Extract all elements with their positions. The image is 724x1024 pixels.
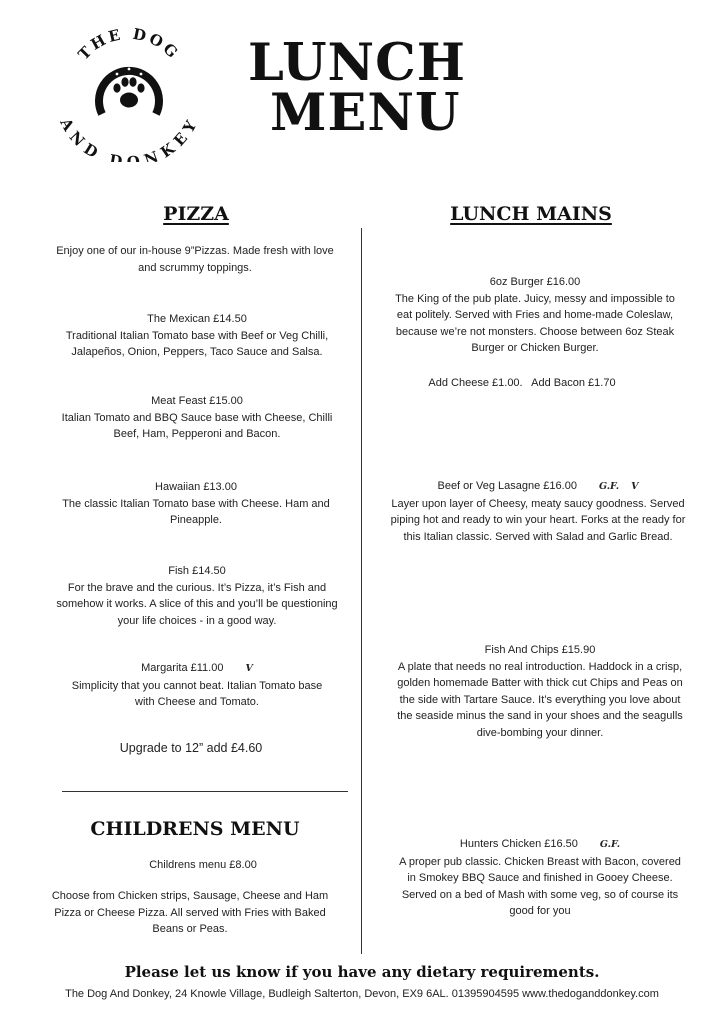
item-name-row <box>62 660 332 678</box>
item-name: Beef or Veg Lasagne £16.00 <box>437 480 577 492</box>
item-desc: Layer upon layer of Cheesy, meaty saucy goodness. Served piping hot and ready to win your heart. Forks at the ready for this Italian classic. Served with Salad and Garlic Bread. <box>390 497 686 543</box>
item-name: Hunters Chicken £16.50 <box>459 838 578 850</box>
item-name: The Mexican £14.50 <box>147 313 247 325</box>
column-divider <box>361 228 362 954</box>
logo-bottom-text: AND DONKEY <box>56 115 202 162</box>
upgrade-note <box>56 740 326 757</box>
item-name: Meat Feast £15.00 <box>151 395 243 407</box>
paw-horseshoe-icon <box>56 22 202 162</box>
childrens-desc <box>40 888 340 938</box>
title-line-1: LUNCH <box>248 33 466 93</box>
lunch-mains-heading: LUNCH MAINS <box>450 203 612 225</box>
footer-address: The Dog And Donkey, 24 Knowle Village, Budleigh Salterton, Devon, EX9 6AL. 01395904595 www.thedoganddonkey.com <box>65 988 659 1000</box>
menu-item <box>52 311 342 361</box>
title-line-2: MENU <box>270 83 461 143</box>
item-desc: Simplicity that you cannot beat. Italian Tomato base with Cheese and Tomato. <box>71 679 323 708</box>
addons-note <box>390 375 654 392</box>
childrens-price <box>56 857 350 874</box>
menu-item <box>50 393 344 443</box>
item-desc: The King of the pub plate. Juicy, messy and impossible to eat politely. Served with Fries and home-made Coleslaw, because we’re not monsters. Choose between 6oz Steak Burger or Chicken Burger. <box>395 292 675 354</box>
menu-item <box>56 479 336 529</box>
item-name-row <box>395 836 685 854</box>
menu-item <box>390 274 680 357</box>
item-name: Margarita £11.00 <box>141 662 224 674</box>
childrens-price-text: Childrens menu £8.00 <box>149 859 257 871</box>
dietary-note: Please let us know if you have any dietary requirements. <box>124 963 600 981</box>
section-divider <box>62 791 348 792</box>
vegetarian-badge: V <box>245 663 253 674</box>
upgrade-text: Upgrade to 12” add £4.60 <box>119 741 263 755</box>
menu-item <box>56 563 338 629</box>
logo <box>56 22 202 162</box>
childrens-desc-text: Choose from Chicken strips, Sausage, Cheese and Ham Pizza or Cheese Pizza. All served with Fries with Baked Beans or Peas. <box>51 890 329 935</box>
pizza-heading: PIZZA <box>163 203 229 225</box>
gluten-free-badge: G.F. <box>598 481 620 492</box>
item-name: Hawaiian £13.00 <box>155 481 237 493</box>
menu-item <box>62 660 332 711</box>
addons-text: Add Cheese £1.00. Add Bacon £1.70 <box>428 377 616 389</box>
menu-item <box>388 478 688 545</box>
item-desc: For the brave and the curious. It’s Pizza, it’s Fish and somehow it works. A slice of this and you’ll be questioning your life choices - in a good way. <box>56 581 338 627</box>
item-name: 6oz Burger £16.00 <box>489 276 581 288</box>
svg-text:AND DONKEY <box>56 114 202 162</box>
item-desc: The classic Italian Tomato base with Cheese. Ham and Pineapple. <box>62 497 330 526</box>
logo-top-text: THE DOG <box>74 24 184 64</box>
item-name-row <box>388 478 688 496</box>
pizza-intro <box>50 243 340 276</box>
item-desc: Traditional Italian Tomato base with Beef or Veg Chilli, Jalapeños, Onion, Peppers, Taco Sauce and Salsa. <box>65 329 329 358</box>
menu-item <box>395 836 685 920</box>
pizza-intro-text: Enjoy one of our in-house 9”Pizzas. Made fresh with love and scrummy toppings. <box>56 245 334 274</box>
item-name: Fish And Chips £15.90 <box>484 644 596 656</box>
vegetarian-badge: V <box>631 481 639 492</box>
item-desc: Italian Tomato and BBQ Sauce base with Cheese, Chilli Beef, Ham, Pepperoni and Bacon. <box>61 411 333 440</box>
item-name: Fish £14.50 <box>168 565 226 577</box>
svg-text:THE DOG <box>75 25 184 64</box>
gluten-free-badge: G.F. <box>599 839 621 850</box>
page-title <box>248 33 488 143</box>
childrens-heading: CHILDRENS MENU <box>90 818 300 840</box>
item-desc: A plate that needs no real introduction. Haddock in a crisp, golden homemade Batter with thick cut Chips and Peas on the side with Tartare Sauce. It’s everything you love about the seaside minus the sand in your shoes and the seagulls dive-bombing your dinner. <box>397 660 683 739</box>
item-desc: A proper pub classic. Chicken Breast with Bacon, covered in Smokey BBQ Sauce and finished in Gooey Cheese. Served on a bed of Mash with some veg, so of course its good for you <box>399 855 681 917</box>
menu-item <box>395 642 685 741</box>
